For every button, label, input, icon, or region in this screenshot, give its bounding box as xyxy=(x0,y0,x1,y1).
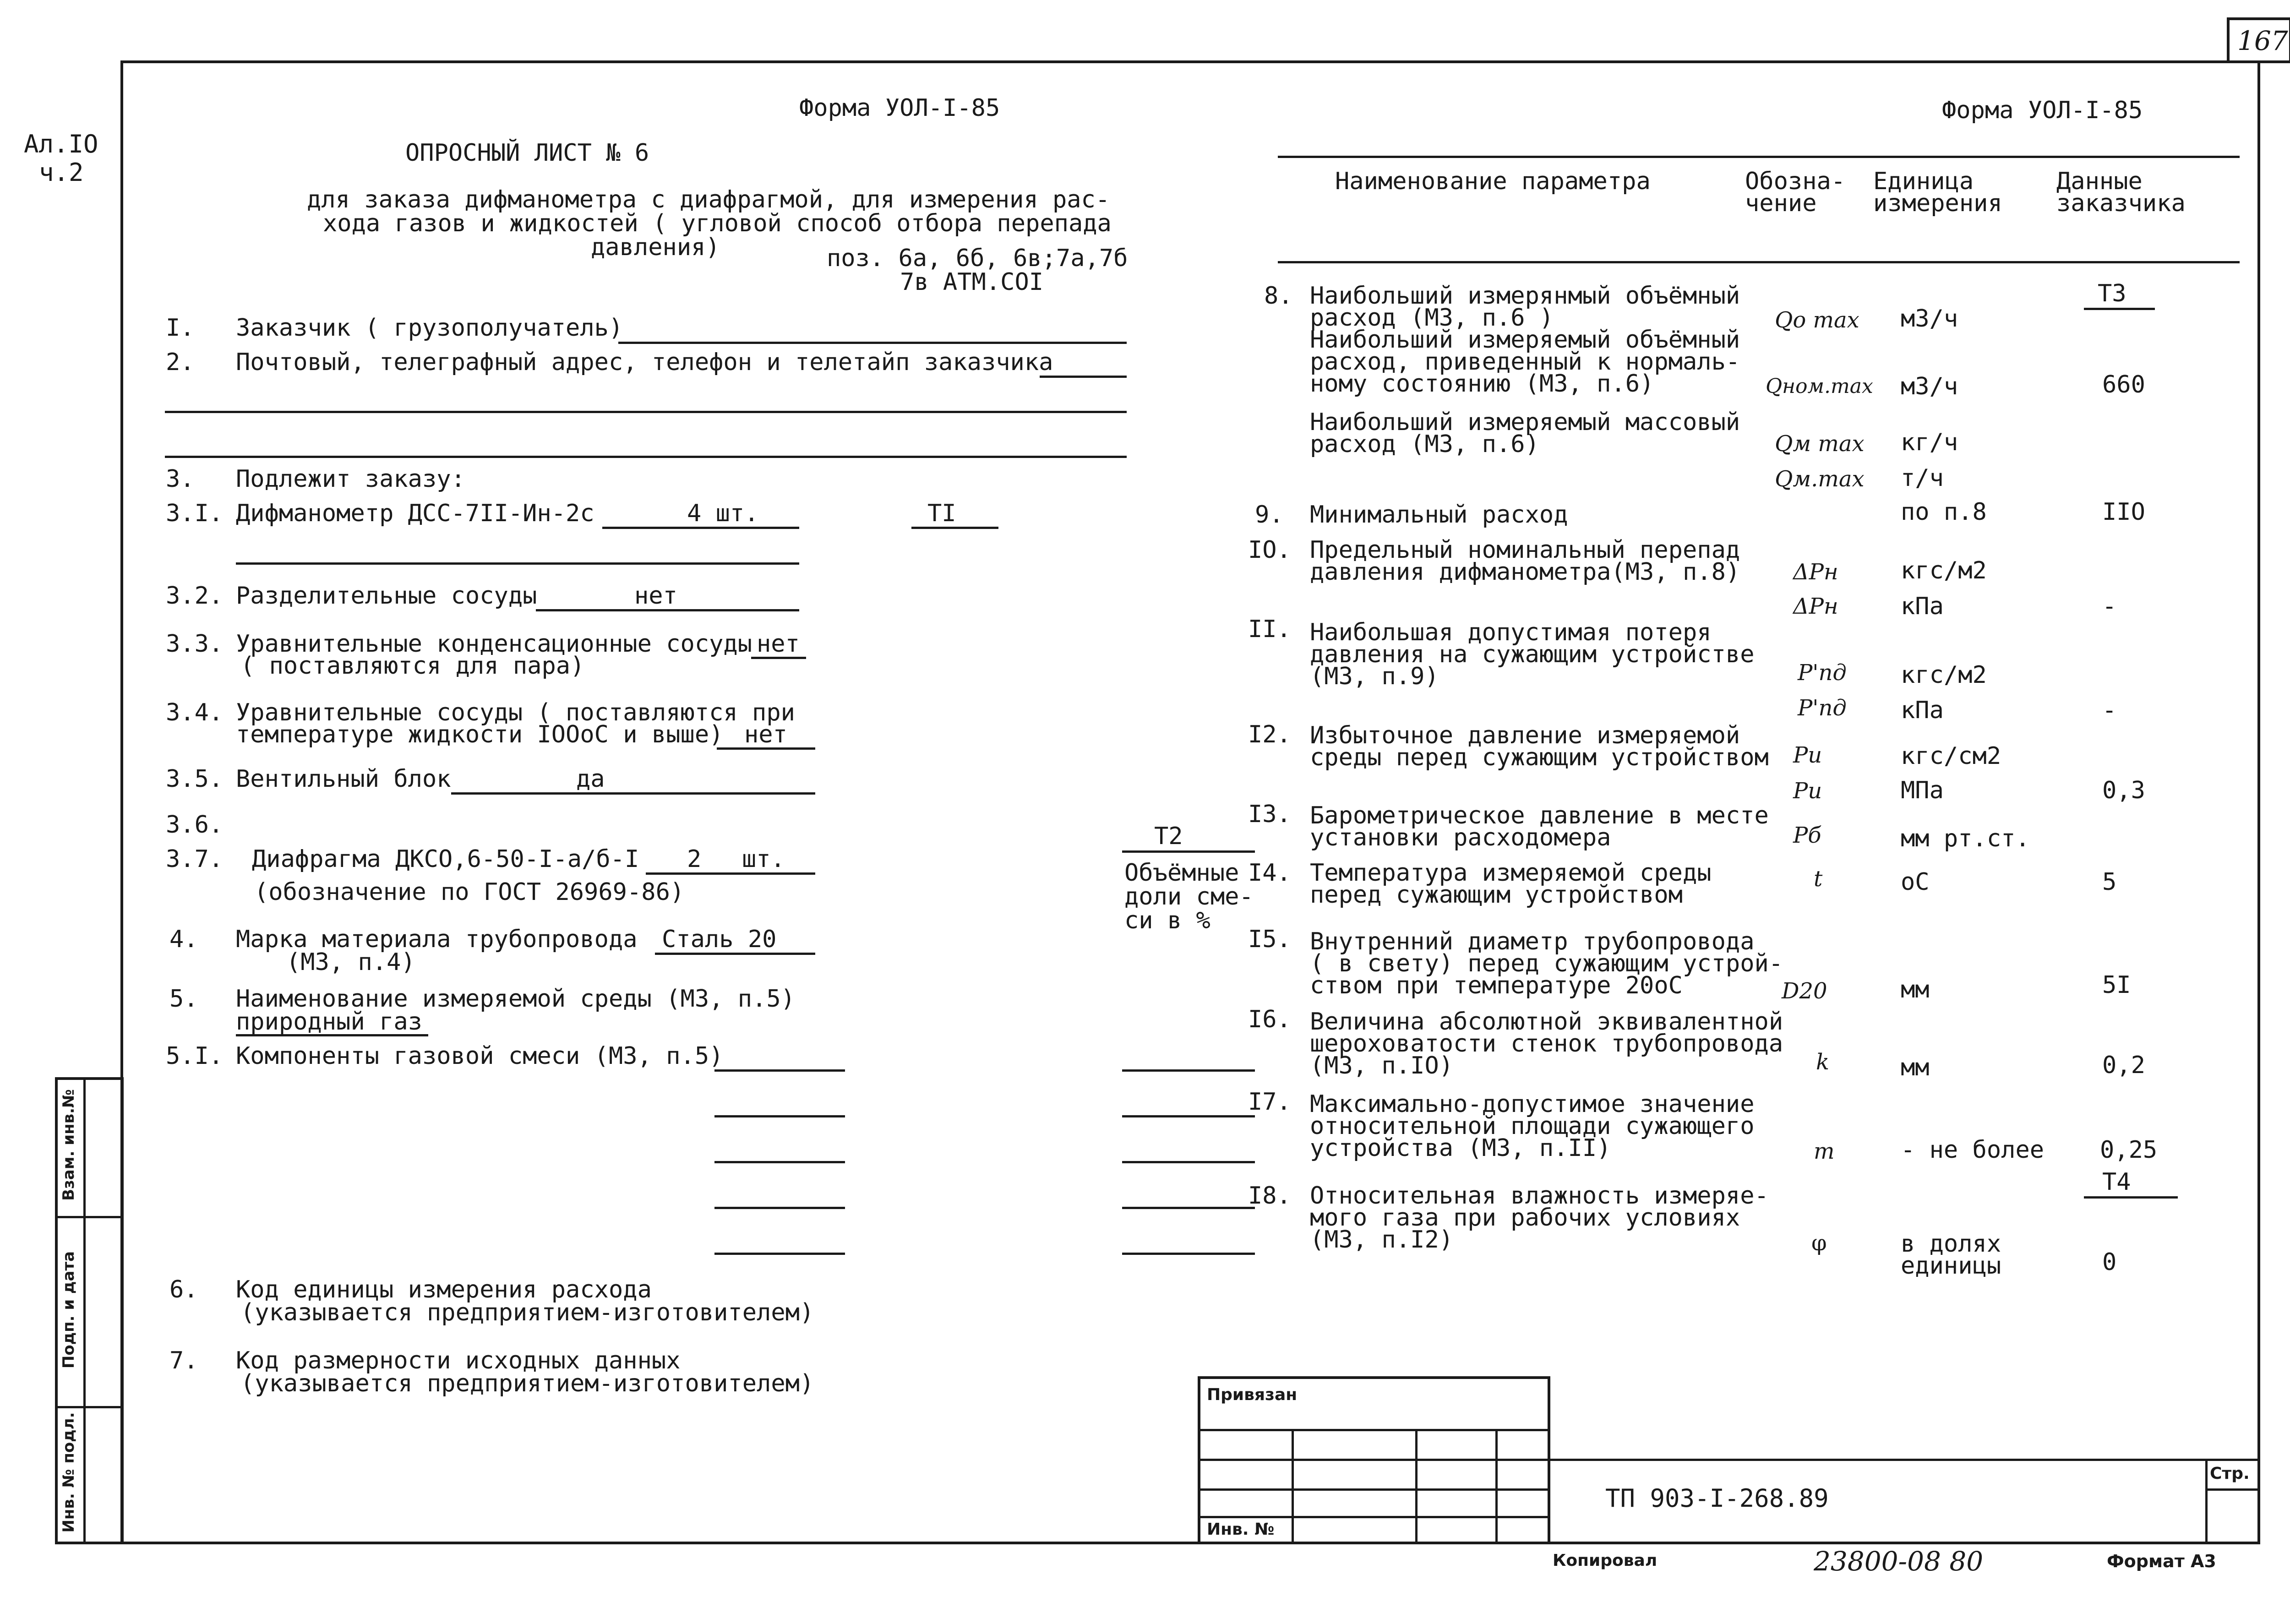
item-3-1-label: Дифманометр ДСС-7II-Ин-2с xyxy=(236,500,594,527)
row-14-number: I4. xyxy=(1248,859,1291,887)
row-14-value: 5 xyxy=(2102,868,2117,896)
item-7-label: Код размерности исходных данных xyxy=(236,1347,681,1374)
row-8-tag-line[interactable] xyxy=(2084,308,2155,310)
row-18-symbol: φ xyxy=(1811,1230,1827,1256)
row-9-unit: по п.8 xyxy=(1901,498,1987,526)
row-15-line-2: ( в свету) перед сужающим устрой- xyxy=(1310,950,1783,977)
page-label: Стр. xyxy=(2210,1464,2250,1483)
item-3-3-note: ( поставляются для пара) xyxy=(240,652,585,680)
mid-tag-t2: Т2 xyxy=(1154,823,1183,850)
row-8b-line-2: расход, приведенный к нормаль- xyxy=(1310,348,1740,376)
item-3-4-value: нет xyxy=(744,721,787,748)
fraction-field-2[interactable] xyxy=(1122,1115,1255,1117)
item-1-number: I. xyxy=(166,314,195,342)
item-7-note: (указывается предприятием-изготовителем) xyxy=(240,1370,814,1397)
row-16-number: I6. xyxy=(1248,1006,1291,1033)
mid-tag-line[interactable] xyxy=(1122,850,1255,853)
gas-component-field-4[interactable] xyxy=(714,1207,845,1209)
item-3-5-number: 3.5. xyxy=(166,765,224,793)
item-3-1-quantity: 4 шт. xyxy=(687,500,759,527)
header-unit-1: Единица xyxy=(1873,168,1974,195)
row-8b-line-3: ному состоянию (МЗ, п.6) xyxy=(1310,370,1654,398)
row-17-symbol: m xyxy=(1814,1139,1835,1164)
row-17-line-3: устройства (МЗ, п.II) xyxy=(1310,1134,1611,1162)
item-3-3-number: 3.3. xyxy=(166,630,224,658)
row-15-line-1: Внутренний диаметр трубопровода xyxy=(1310,928,1755,955)
item-5-number: 5. xyxy=(169,985,198,1013)
album-label: Ал.IO xyxy=(24,130,98,158)
item-1-label: Заказчик ( грузополучатель) xyxy=(236,314,623,342)
row-17-tag-t4: Т4 xyxy=(2102,1168,2131,1196)
item-3-4-number: 3.4. xyxy=(166,699,224,726)
row-16-line-3: (МЗ, п.IO) xyxy=(1310,1052,1454,1079)
header-data-2: заказчика xyxy=(2056,190,2186,217)
row-12-unit: кгс/см2 xyxy=(1901,742,2001,770)
row-18-number: I8. xyxy=(1248,1182,1291,1210)
item-3-7-number: 3.7. xyxy=(166,845,224,873)
item-3-number: 3. xyxy=(166,465,195,493)
item-3-7-line[interactable] xyxy=(646,872,815,875)
row-14-symbol: t xyxy=(1814,866,1823,892)
item-5-value: природный газ xyxy=(236,1008,422,1035)
mid-note-line-3: си в % xyxy=(1124,907,1210,934)
row-17-unit: - не более xyxy=(1901,1136,2045,1164)
row-8-tag-t3: Т3 xyxy=(2098,280,2126,307)
row-11-symbol: P'пд xyxy=(1798,660,1847,686)
item-3-2-line[interactable] xyxy=(536,609,799,611)
item-3-6-number: 3.6. xyxy=(166,811,224,839)
row-8b-value: 660 xyxy=(2102,371,2145,398)
item-3-1-quantity-line[interactable] xyxy=(602,527,799,529)
row-15-value: 5I xyxy=(2102,971,2131,999)
row-12-symbol: Pи xyxy=(1793,742,1822,768)
item-6-label: Код единицы измерения расхода xyxy=(236,1276,652,1303)
mid-note-line-1: Объёмные xyxy=(1124,859,1239,887)
item-3-1-tag: TI xyxy=(927,500,956,527)
row-12-line-2: среды перед сужающим устройством xyxy=(1310,744,1769,771)
row-10-line-2: давления дифманометра(МЗ, п.8) xyxy=(1310,558,1740,586)
row-12-line-1: Избыточное давление измеряемой xyxy=(1310,722,1740,749)
row-9-value: IIO xyxy=(2102,498,2145,526)
row-17-line-2: относительной площади сужающего xyxy=(1310,1112,1755,1140)
archive-number: 23800-08 80 xyxy=(1814,1546,1984,1577)
item-3-4-line[interactable] xyxy=(717,747,815,750)
item-3-5-label: Вентильный блок xyxy=(236,765,451,793)
fraction-field-1[interactable] xyxy=(1122,1069,1255,1072)
item-3-1-tag-line[interactable] xyxy=(911,527,998,529)
questionnaire-title: ОПРОСНЫЙ ЛИСТ № 6 xyxy=(405,139,649,167)
row-8b-symbol: Qном.max xyxy=(1766,375,1873,398)
item-4-note: (МЗ, п.4) xyxy=(286,948,415,976)
part-label: ч.2 xyxy=(39,158,84,187)
page-number: 167 xyxy=(2237,25,2288,56)
row-8b-unit: м3/ч xyxy=(1901,373,1958,400)
row-11-symbol-2: P'пд xyxy=(1798,695,1847,721)
row-10-unit-2: кПа xyxy=(1901,593,1944,620)
row-8a-line-1: Наибольший измерянмый объёмный xyxy=(1310,282,1740,310)
subtitle-line-3: давления) xyxy=(591,234,720,261)
fraction-field-5[interactable] xyxy=(1122,1253,1255,1255)
row-16-unit: мм xyxy=(1901,1054,1930,1081)
row-11-line-2: давления на сужающим устройстве xyxy=(1310,641,1755,668)
row-12-number: I2. xyxy=(1248,721,1291,748)
row-13-symbol: Pб xyxy=(1793,823,1821,848)
row-18-line-3: (МЗ, п.I2) xyxy=(1310,1226,1454,1253)
row-8b-line-1: Наибольший измеряемый объёмный xyxy=(1310,326,1740,354)
row-8c-line-1: Наибольший измеряемый массовый xyxy=(1310,409,1740,436)
item-4-value: Сталь 20 xyxy=(662,926,777,953)
item-3-5-value: да xyxy=(576,765,605,793)
side-vzam-label: Взам. инв.№ xyxy=(60,1089,78,1201)
item-3-1-number: 3.I. xyxy=(166,500,224,527)
row-12-value-2: 0,3 xyxy=(2102,777,2145,804)
row-18-value: 0 xyxy=(2102,1248,2117,1276)
item-3-1-line-2[interactable] xyxy=(236,562,799,565)
row-8c-unit: кг/ч xyxy=(1901,429,1958,456)
item-2-field[interactable] xyxy=(1040,376,1127,378)
row-11-unit: кгс/м2 xyxy=(1901,661,1987,689)
row-10-line-1: Предельный номинальный перепад xyxy=(1310,536,1740,564)
item-6-note: (указывается предприятием-изготовителем) xyxy=(240,1299,814,1326)
item-6-number: 6. xyxy=(169,1276,198,1303)
row-17-value: 0,25 xyxy=(2100,1136,2158,1164)
item-1-field[interactable] xyxy=(618,342,1127,344)
row-12-unit-2: МПа xyxy=(1901,777,1944,804)
positions-line-2: 7в АТМ.СОI xyxy=(900,268,1044,296)
row-11-line-3: (МЗ, п.9) xyxy=(1310,663,1439,690)
right-form-label: Форма УОЛ-I-85 xyxy=(1942,97,2143,124)
item-2-label: Почтовый, телеграфный адрес, телефон и телетайп заказчика xyxy=(236,349,1053,376)
subtitle-line-2: хода газов и жидкостей ( угловой способ отбора перепада xyxy=(323,210,1112,237)
row-14-line-1: Температура измеряемой среды xyxy=(1310,859,1712,887)
row-8a-unit: м3/ч xyxy=(1901,305,1958,332)
row-17-tag-line[interactable] xyxy=(2084,1196,2178,1199)
item-3-7-quantity: 2 xyxy=(687,845,702,873)
item-5-line[interactable] xyxy=(236,1034,428,1036)
side-podp-label: Подп. и дата xyxy=(60,1251,78,1369)
row-10-symbol-2: ΔPн xyxy=(1793,594,1838,619)
item-3-7-label: Диафрагма ДКСО,6-50-I-а/б-I xyxy=(252,845,639,873)
header-data-1: Данные xyxy=(2056,168,2143,195)
table-top-rule xyxy=(1278,156,2240,158)
item-5-1-number: 5.I. xyxy=(166,1042,224,1070)
gas-component-field-2[interactable] xyxy=(714,1115,845,1117)
row-10-unit: кгс/м2 xyxy=(1901,557,1987,584)
item-3-7-note: (обозначение по ГОСТ 26969-86) xyxy=(254,878,685,906)
row-12-symbol-2: Pи xyxy=(1793,778,1822,804)
row-16-line-1: Величина абсолютной эквивалентной xyxy=(1310,1008,1783,1035)
item-2-line-3[interactable] xyxy=(165,456,1127,458)
row-13-number: I3. xyxy=(1248,801,1291,828)
row-8a-symbol: Qo max xyxy=(1775,307,1859,333)
item-3-2-number: 3.2. xyxy=(166,582,224,610)
left-form-label: Форма УОЛ-I-85 xyxy=(799,94,1000,122)
row-8-number: 8. xyxy=(1264,282,1293,310)
row-16-symbol: k xyxy=(1816,1049,1830,1075)
row-11-value-2: - xyxy=(2102,697,2117,724)
gas-component-field-3[interactable] xyxy=(714,1161,845,1163)
row-18-line-1: Относительная влажность измеряе- xyxy=(1310,1182,1769,1210)
row-17-line-1: Максимально-допустимое значение xyxy=(1310,1090,1755,1118)
row-14-unit: оС xyxy=(1901,868,1930,896)
row-11-number: II. xyxy=(1248,616,1291,643)
row-10-number: IO. xyxy=(1248,536,1291,564)
gas-component-field-1[interactable] xyxy=(714,1069,845,1072)
row-18-unit-line-1: в долях xyxy=(1901,1230,2001,1258)
inventory-label: Инв. № xyxy=(1207,1520,1275,1539)
item-7-number: 7. xyxy=(169,1347,198,1374)
positions-line-1: поз. 6а, 6б, 6в;7а,7б xyxy=(827,245,1128,272)
item-3-4-label-2: температуре жидкости IOOоС и выше) xyxy=(236,721,724,748)
header-unit-2: измерения xyxy=(1873,190,2002,217)
row-8a-line-2: расход (МЗ, п.6 ) xyxy=(1310,304,1554,332)
row-17-number: I7. xyxy=(1248,1088,1291,1116)
fraction-field-3[interactable] xyxy=(1122,1161,1255,1163)
row-8c-line-2: расход (МЗ, п.6) xyxy=(1310,431,1539,458)
item-5-1-label: Компоненты газовой смеси (МЗ, п.5) xyxy=(236,1042,724,1070)
header-param-name: Наименование параметра xyxy=(1335,168,1651,195)
row-11-line-1: Наибольшая допустимая потеря xyxy=(1310,619,1712,646)
row-10-value-2: - xyxy=(2102,593,2117,620)
row-15-symbol: D20 xyxy=(1782,978,1827,1004)
mid-note-line-2: доли сме- xyxy=(1124,883,1254,910)
row-9-number: 9. xyxy=(1255,501,1284,529)
item-3-2-value: нет xyxy=(634,582,677,610)
row-14-line-2: перед сужающим устройством xyxy=(1310,881,1683,909)
table-header-rule xyxy=(1278,261,2240,263)
row-18-line-2: мого газа при рабочих условиях xyxy=(1310,1204,1740,1232)
subtitle-line-1: для заказа дифманометра с диафрагмой, для измерения рас- xyxy=(307,186,1110,213)
item-3-7-unit: шт. xyxy=(742,845,785,873)
row-9-label: Минимальный расход xyxy=(1310,501,1568,529)
item-3-3-label: Уравнительные конденсационные сосуды xyxy=(236,630,752,658)
fraction-field-4[interactable] xyxy=(1122,1207,1255,1209)
header-symbol-2: чение xyxy=(1745,190,1817,217)
item-5-label: Наименование измеряемой среды (МЗ, п.5) xyxy=(236,985,795,1013)
item-4-number: 4. xyxy=(169,926,198,953)
binding-label: Привязан xyxy=(1207,1385,1298,1404)
document-code: ТП 903-I-268.89 xyxy=(1605,1484,1829,1513)
row-8d-unit: т/ч xyxy=(1901,464,1944,492)
item-3-5-line[interactable] xyxy=(451,792,815,795)
row-18-unit-line-2: единицы xyxy=(1901,1252,2001,1280)
item-4-label: Марка материала трубопровода xyxy=(236,926,638,953)
row-15-number: I5. xyxy=(1248,926,1291,953)
copied-by-label: Копировал xyxy=(1553,1551,1658,1570)
row-15-line-3: ством при температуре 20оС xyxy=(1310,972,1683,999)
item-3-3-value: нет xyxy=(757,630,800,658)
row-8c-symbol: Qм max xyxy=(1775,431,1865,457)
row-16-value: 0,2 xyxy=(2102,1052,2145,1079)
row-8d-symbol: Qм.max xyxy=(1775,466,1865,492)
row-13-line-1: Барометрическое давление в месте xyxy=(1310,802,1769,829)
item-3-label: Подлежит заказу: xyxy=(236,465,465,493)
item-3-4-label: Уравнительные сосуды ( поставляются при xyxy=(236,699,795,726)
row-16-line-2: шероховатости стенок трубопровода xyxy=(1310,1030,1783,1057)
item-4-line[interactable] xyxy=(655,953,815,955)
format-label: Формат А3 xyxy=(2107,1551,2216,1571)
item-2-number: 2. xyxy=(166,349,195,376)
row-13-line-2: установки расходомера xyxy=(1310,824,1611,851)
row-13-unit: мм рт.ст. xyxy=(1901,825,2030,852)
item-3-2-label: Разделительные сосуды xyxy=(236,582,537,610)
item-3-3-line[interactable] xyxy=(751,657,806,659)
row-11-unit-2: кПа xyxy=(1901,697,1944,724)
row-10-symbol: ΔPн xyxy=(1793,559,1838,585)
gas-component-field-5[interactable] xyxy=(714,1253,845,1255)
side-invpodl-label: Инв. № подл. xyxy=(60,1412,78,1533)
header-symbol-1: Обозна- xyxy=(1745,168,1846,195)
row-15-unit: мм xyxy=(1901,976,1930,1003)
item-2-line-2[interactable] xyxy=(165,411,1127,413)
